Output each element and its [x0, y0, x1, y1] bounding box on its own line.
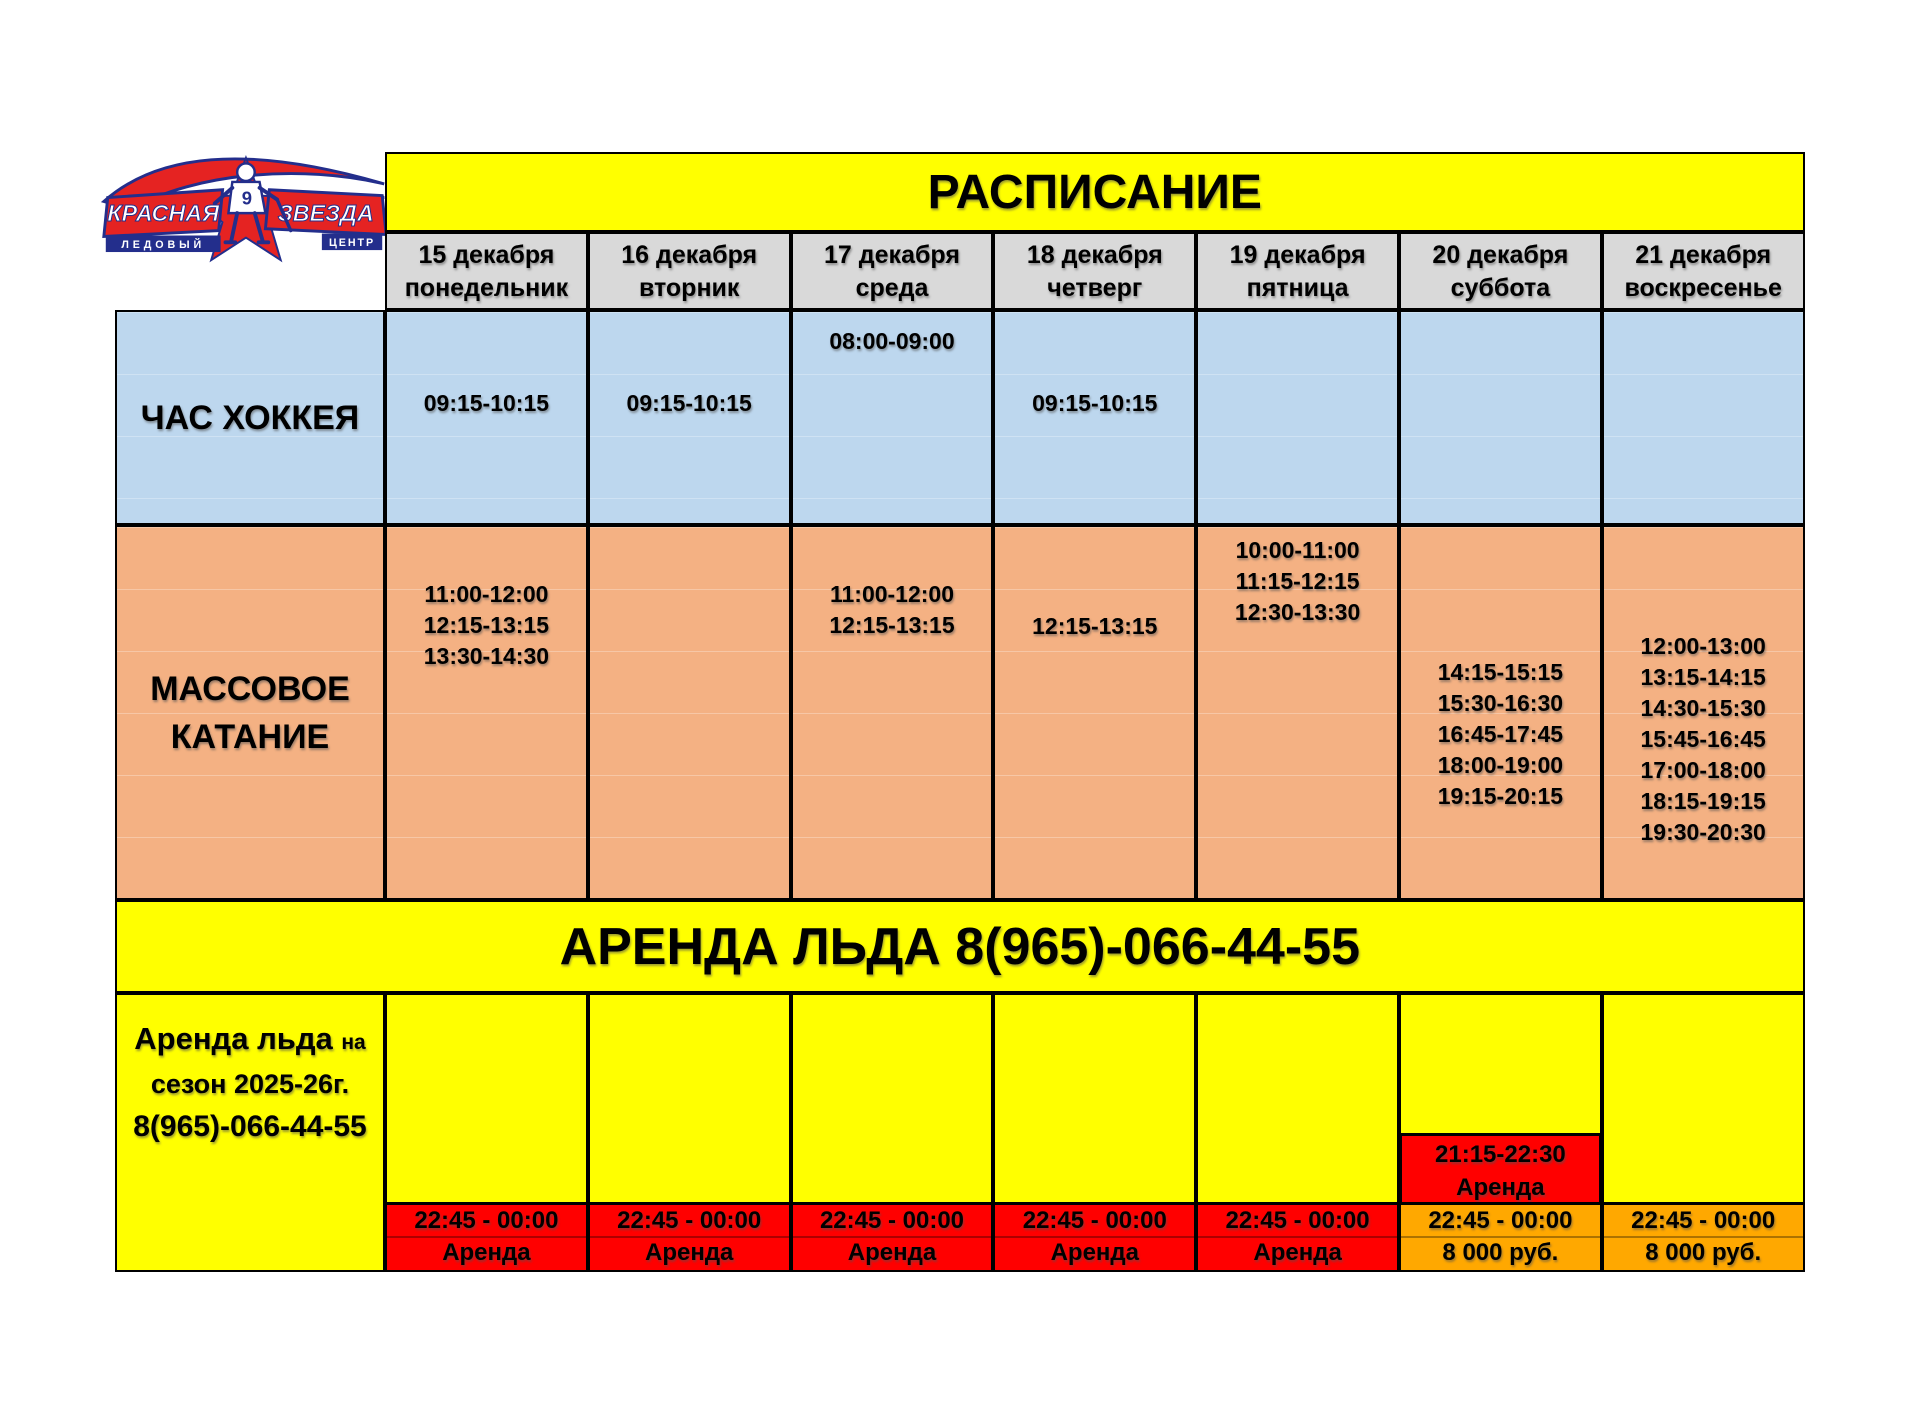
time-slot: 14:15-15:15 — [1437, 659, 1564, 685]
time-slot: 16:45-17:45 — [1437, 721, 1564, 747]
hockey-cell-sun — [1602, 310, 1805, 525]
day-header-sun — [1602, 232, 1805, 310]
hockey-cell-fri — [1196, 310, 1399, 525]
skating-cell-tue — [588, 525, 791, 900]
time-slot: 14:30-15:30 — [1640, 695, 1766, 721]
logo-sub-left: ЛЕДОВЫЙ — [121, 239, 206, 252]
rent-cell-fri — [1196, 993, 1399, 1272]
saturday-rent-slot: 21:15-22:30 Аренда — [1399, 1133, 1602, 1207]
weekly-schedule-table — [115, 152, 1805, 1272]
time-slot: 09:15-10:15 — [1032, 390, 1158, 416]
time-slot: 15:30-16:30 — [1437, 690, 1564, 716]
skating-cell-fri — [1196, 525, 1399, 900]
rent-cell-wed — [791, 993, 994, 1272]
logo-sub-right: ЦЕНТР — [329, 237, 376, 250]
time-slot: 09:15-10:15 — [423, 390, 550, 416]
logo-name-left: КРАСНАЯ — [107, 199, 220, 226]
rent-cell-mon — [385, 993, 588, 1272]
rent-label-line2: сезон 2025-26г. — [150, 1069, 350, 1099]
day-date: 19 декабря — [1229, 241, 1366, 269]
rent-label-cell — [115, 993, 385, 1272]
day-weekday: суббота — [1450, 274, 1551, 302]
day-date: 18 декабря — [1026, 241, 1163, 269]
day-weekday: пятница — [1246, 274, 1349, 302]
late-rent-slot: 22:45 - 00:00 Аренда — [995, 1202, 1194, 1270]
time-slot: 11:00-12:00 — [424, 581, 549, 607]
day-date: 21 декабря — [1635, 241, 1772, 269]
late-rent-slot: 22:45 - 00:00 Аренда — [590, 1202, 789, 1270]
day-header-tue — [588, 232, 791, 310]
time-slot: 17:00-18:00 — [1640, 757, 1766, 783]
hockey-cell-sat — [1399, 310, 1602, 525]
rent-cell-thu — [993, 993, 1196, 1272]
time-slot: 10:00-11:00 — [1235, 537, 1360, 563]
day-header-mon — [385, 232, 588, 310]
rent-cell-sun — [1602, 993, 1805, 1272]
hockey-cell-mon — [385, 310, 588, 525]
day-header-fri — [1196, 232, 1399, 310]
time-slot: 12:15-13:15 — [1032, 613, 1158, 639]
logo-name-right: ЗВЕЗДА — [277, 199, 374, 226]
time-slot: 15:45-16:45 — [1640, 726, 1766, 752]
late-rent-slot: 22:45 - 00:00 Аренда — [1198, 1202, 1397, 1270]
day-header-sat — [1399, 232, 1602, 310]
skating-cell-wed — [791, 525, 994, 900]
rent-cell-tue — [588, 993, 791, 1272]
late-rent-slot: 22:45 - 00:00 Аренда — [387, 1202, 586, 1270]
logo-player-number: 9 — [241, 187, 253, 209]
time-slot: 18:15-19:15 — [1640, 788, 1766, 814]
time-slot: 19:30-20:30 — [1640, 819, 1766, 845]
skating-cell-sat — [1399, 525, 1602, 900]
time-slot: 13:30-14:30 — [423, 643, 550, 669]
day-header-wed — [791, 232, 994, 310]
time-slot: 11:00-12:00 — [829, 581, 955, 607]
time-slot: 12:30-13:30 — [1234, 599, 1361, 625]
skating-cell-mon — [385, 525, 588, 900]
time-slot: 08:00-09:00 — [829, 328, 955, 354]
skating-cell-sun — [1602, 525, 1805, 900]
skating-cell-thu — [993, 525, 1196, 900]
page-title: РАСПИСАНИЕ — [385, 152, 1805, 232]
hockey-cell-thu — [993, 310, 1196, 525]
late-rent-slot: 22:45 - 00:00 Аренда — [793, 1202, 992, 1270]
late-rent-slot: 22:45 - 00:00 8 000 руб. — [1604, 1202, 1803, 1270]
late-rent-slot: 22:45 - 00:00 8 000 руб. — [1401, 1202, 1600, 1270]
rent-banner: АРЕНДА ЛЬДА 8(965)-066-44-55 — [115, 900, 1805, 993]
time-slot: 12:00-13:00 — [1640, 633, 1766, 659]
hockey-cell-wed — [791, 310, 994, 525]
rent-label-line1: Аренда льда на — [134, 1021, 366, 1056]
day-date: 17 декабря — [824, 241, 960, 269]
day-date: 20 декабря — [1432, 241, 1569, 269]
day-date: 15 декабря — [418, 241, 555, 269]
time-slot: 18:00-19:00 — [1437, 752, 1564, 778]
day-weekday: четверг — [1047, 274, 1143, 302]
time-slot: 13:15-14:15 — [1640, 664, 1766, 690]
time-slot: 11:15-12:15 — [1235, 568, 1360, 594]
day-weekday: вторник — [638, 274, 740, 302]
rent-cell-sat — [1399, 993, 1602, 1272]
day-header-thu — [993, 232, 1196, 310]
time-slot: 19:15-20:15 — [1437, 783, 1564, 809]
time-slot: 12:15-13:15 — [423, 612, 550, 638]
time-slot: 12:15-13:15 — [829, 612, 955, 638]
hockey-cell-tue — [588, 310, 791, 525]
day-weekday: среда — [855, 274, 929, 302]
day-weekday: воскресенье — [1624, 274, 1782, 302]
time-slot: 09:15-10:15 — [626, 390, 752, 416]
day-date: 16 декабря — [621, 241, 758, 269]
rent-label-phone: 8(965)-066-44-55 — [133, 1110, 367, 1143]
row-label-hockey-hour: ЧАС ХОККЕЯ — [115, 310, 385, 525]
day-weekday: понедельник — [404, 274, 569, 302]
row-label-public-skating: МАССОВОЕ КАТАНИЕ — [115, 525, 385, 900]
